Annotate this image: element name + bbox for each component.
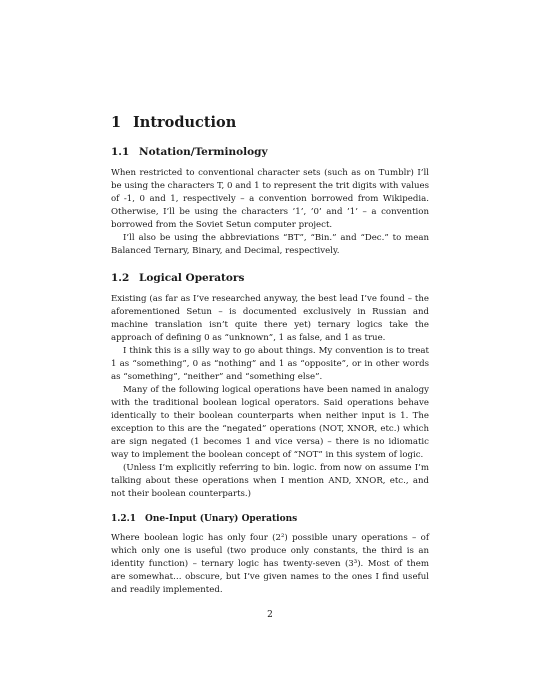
- paragraph: (Unless I’m explicitly referring to bin. logic. from now on assume I’m talking about these operations when I mention AND, XNOR, etc., and not their boolean counterparts.): [111, 463, 429, 499]
- paragraph: Many of the following logical operations have been named in analogy with the traditional boolean logical operators. Said operations behave identically to their boolean counterparts when neither input is 1. The exception to this are the “negated” operations (NOT, XNOR, etc.) which are sign negated (1 becomes 1 and vice versa) – there is no idiomatic way to implement the boolean concept of “NOT” in this system of logic.: [111, 385, 429, 460]
- subsection-title: Logical Operators: [139, 272, 245, 284]
- section-number: 1: [111, 114, 122, 131]
- section-heading: [111, 114, 429, 132]
- subsection-number: 1.2: [111, 272, 130, 284]
- paragraph: Existing (as far as I’ve researched anyway, the best lead I’ve found – the aforementioned Setun – is documented exclusively in Russian and machine translation isn’t quite there yet) ternary logics take the approach of defining 0 as “unknown”, 1 as false, and 1 as true.: [111, 294, 429, 343]
- subsection-title: Notation/Terminology: [139, 146, 268, 158]
- paragraph: Where boolean logic has only four (2²) possible unary operations – of which only one is useful (two produce only constants, the third is an identity function) – ternary logic has twenty-seven (3³). Most of them are somewhat… obscure, but I’ve given names to the ones I find useful and readily implemented.: [111, 533, 429, 595]
- subsection-heading-notation: [111, 145, 429, 159]
- subsection-number: 1.1: [111, 146, 130, 158]
- paragraph: I’ll also be using the abbreviations “BT”, “Bin.” and “Dec.” to mean Balanced Ternary, Binary, and Decimal, respectively.: [111, 233, 429, 256]
- paragraph: When restricted to conventional character sets (such as on Tumblr) I’ll be using the characters T, 0 and 1 to represent the trit digits with values of -1, 0 and 1, respectively – a convention borrowed from Wikipedia. Otherwise, I’ll be using the characters ’1’, ’0’ and ’1’ – a convention borrowed from the Soviet Setun computer project.: [111, 168, 429, 230]
- paragraph: I think this is a silly way to go about things. My convention is to treat 1 as “something”, 0 as “nothing” and 1 as “opposite”, or in other words as “something”, “neither” and “something else”.: [111, 346, 429, 382]
- section-title: Introduction: [133, 114, 237, 131]
- page-content: [111, 114, 429, 597]
- subsubsection-number: 1.2.1: [111, 514, 137, 524]
- subsubsection-title: One-Input (Unary) Operations: [145, 514, 298, 524]
- subsection-heading-logical-operators: [111, 271, 429, 285]
- subsubsection-heading-unary: [111, 513, 429, 526]
- page-number: 2: [267, 610, 273, 620]
